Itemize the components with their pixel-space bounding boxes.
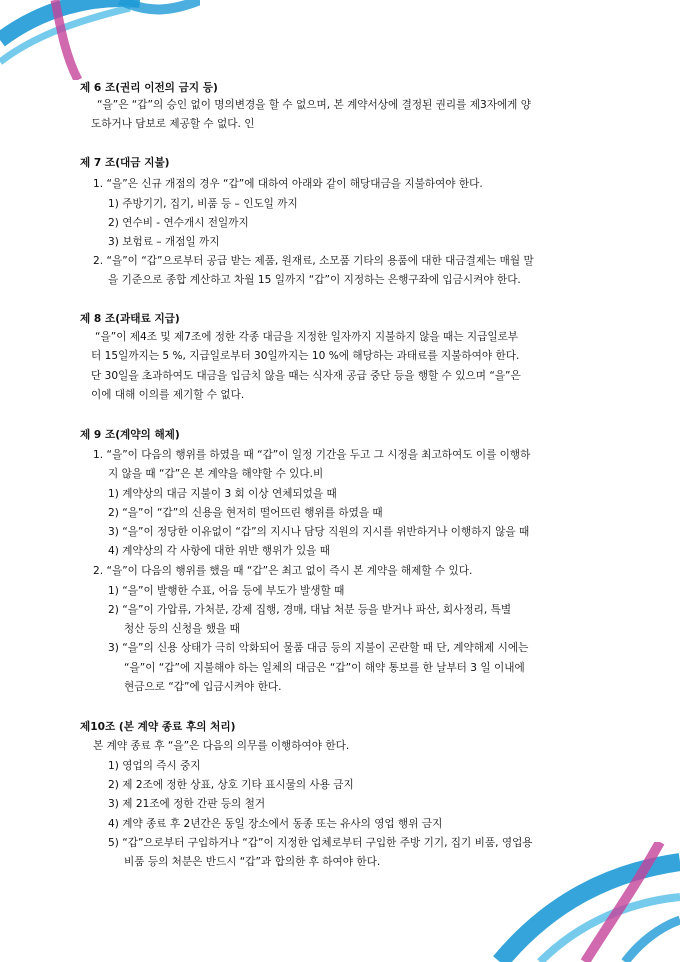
article-7-subitem: 2) 연수비 - 연수개시 전일까지 <box>108 217 249 229</box>
article-9-subitem: 3) “을”의 신용 상태가 극히 악화되어 물품 대금 등의 지불이 곤란할 때 단, 계약해제 시에는 <box>108 642 529 654</box>
article-9-subitem: 2) “을”이 “갑”의 신용을 현저히 떨어뜨린 행위를 하였을 때 <box>108 507 383 519</box>
article-9-subitem-cont: “을”이 “갑”에 지불해야 하는 일체의 대금은 “갑”이 해약 통보를 한 날부터 3 일 이내에 <box>124 662 525 674</box>
article-9-item-cont: 지 않을 때 “갑”은 본 계약을 해약할 수 있다.비 <box>108 468 324 480</box>
article-9-subitem: 1) “을”이 발행한 수표, 어음 등에 부도가 발생할 때 <box>108 585 345 597</box>
article-10-subitem: 2) 제 2조에 정한 상표, 상호 기타 표시물의 사용 금지 <box>108 779 354 791</box>
article-10-subitem: 1) 영업의 즉시 중지 <box>108 760 201 772</box>
article-9-subitem: 2) “을”이 가압류, 가처분, 강제 집행, 경매, 대납 처분 등을 받거나 파산, 회사정리, 특별 <box>108 604 512 616</box>
article-9-subitem: 4) 계약상의 각 사항에 대한 위반 행위가 있을 때 <box>108 545 331 557</box>
article-7-subitem: 1) 주방기기, 집기, 비품 등 – 인도일 까지 <box>108 198 298 210</box>
article-9-heading: 제 9 조(계약의 해제) <box>80 429 180 441</box>
article-6-text: “을”은 “갑”의 승인 없이 명의변경을 할 수 없으며, 본 계약서상에 결정된 권리를 제3자에게 양 <box>97 99 532 111</box>
article-9-subitem: 3) “을”이 정당한 이유없이 “갑”의 지시나 담당 직원의 지시를 위반하거나 이행하지 않을 때 <box>108 526 530 538</box>
article-10-text: 본 계약 종료 후 “을”은 다음의 의무를 이행하여야 한다. <box>93 740 350 752</box>
article-7-item-cont: 을 기준으로 종합 계산하고 차월 15 일까지 “갑”이 지정하는 은행구좌에 입금시켜야 한다. <box>108 274 521 286</box>
article-8-text: 단 30일을 초과하여도 대금을 입금치 않을 때는 식자재 공급 중단 등을 행할 수 있으며 “을”은 <box>91 370 521 382</box>
article-9-subitem-cont: 청산 등의 신청을 했을 때 <box>124 623 240 635</box>
article-8-text: 이에 대해 이의를 제기할 수 없다. <box>91 389 245 401</box>
article-6-text: 도하거나 담보로 제공할 수 없다. 인 <box>91 118 255 130</box>
article-7-item: 1. “을”은 신규 개점의 경우 “갑”에 대하여 아래와 같이 해당대금을 지불하여야 한다. <box>93 178 483 190</box>
article-9-item: 1. “을”이 다음의 행위를 하였을 때 “갑”이 일정 기간을 두고 그 시정을 최고하여도 이를 이행하 <box>93 449 531 461</box>
article-8-text: 터 15일까지는 5 %, 지급일로부터 30일까지는 10 %에 해당하는 과태료를 지불하여야 한다. <box>91 350 520 362</box>
article-9-subitem-cont: 현금으로 “갑”에 입금시켜야 한다. <box>124 681 282 693</box>
article-7-item: 2. “을”이 “갑”으로부터 공급 받는 제품, 원재료, 소모품 기타의 용품에 대한 대금결제는 매월 말 <box>93 255 534 267</box>
article-7-subitem: 3) 보험료 – 개점일 까지 <box>108 236 220 248</box>
article-10-subitem: 3) 제 21조에 정한 간판 등의 철거 <box>108 798 266 810</box>
article-10-subitem: 4) 계약 종료 후 2년간은 동일 장소에서 동종 또는 유사의 영업 행위 금지 <box>108 818 443 830</box>
article-7-heading: 제 7 조(대금 지불) <box>80 157 170 169</box>
article-8-text: “을”이 제4조 및 제7조에 정한 각종 대금을 지정한 일자까지 지불하지 않을 때는 지급일로부 <box>95 331 519 343</box>
article-6-heading: 제 6 조(권리 이전의 금지 등) <box>80 82 218 94</box>
article-10-heading: 제10조 (본 계약 종료 후의 처리) <box>80 721 236 733</box>
article-8-heading: 제 8 조(과태료 지급) <box>80 313 180 325</box>
article-9-item: 2. “을”이 다음의 행위를 했을 때 “갑”은 최고 없이 즉시 본 계약을 해제할 수 있다. <box>93 565 473 577</box>
article-10-subitem-cont: 비품 등의 처분은 반드시 “갑”과 합의한 후 하여야 한다. <box>124 856 381 868</box>
article-9-subitem: 1) 계약상의 대금 지불이 3 회 이상 연체되었을 때 <box>108 488 337 500</box>
article-10-subitem: 5) “갑”으로부터 구입하거나 “갑”이 지정한 업체로부터 구입한 주방 기기, 집기 비품, 영업용 <box>108 837 533 849</box>
